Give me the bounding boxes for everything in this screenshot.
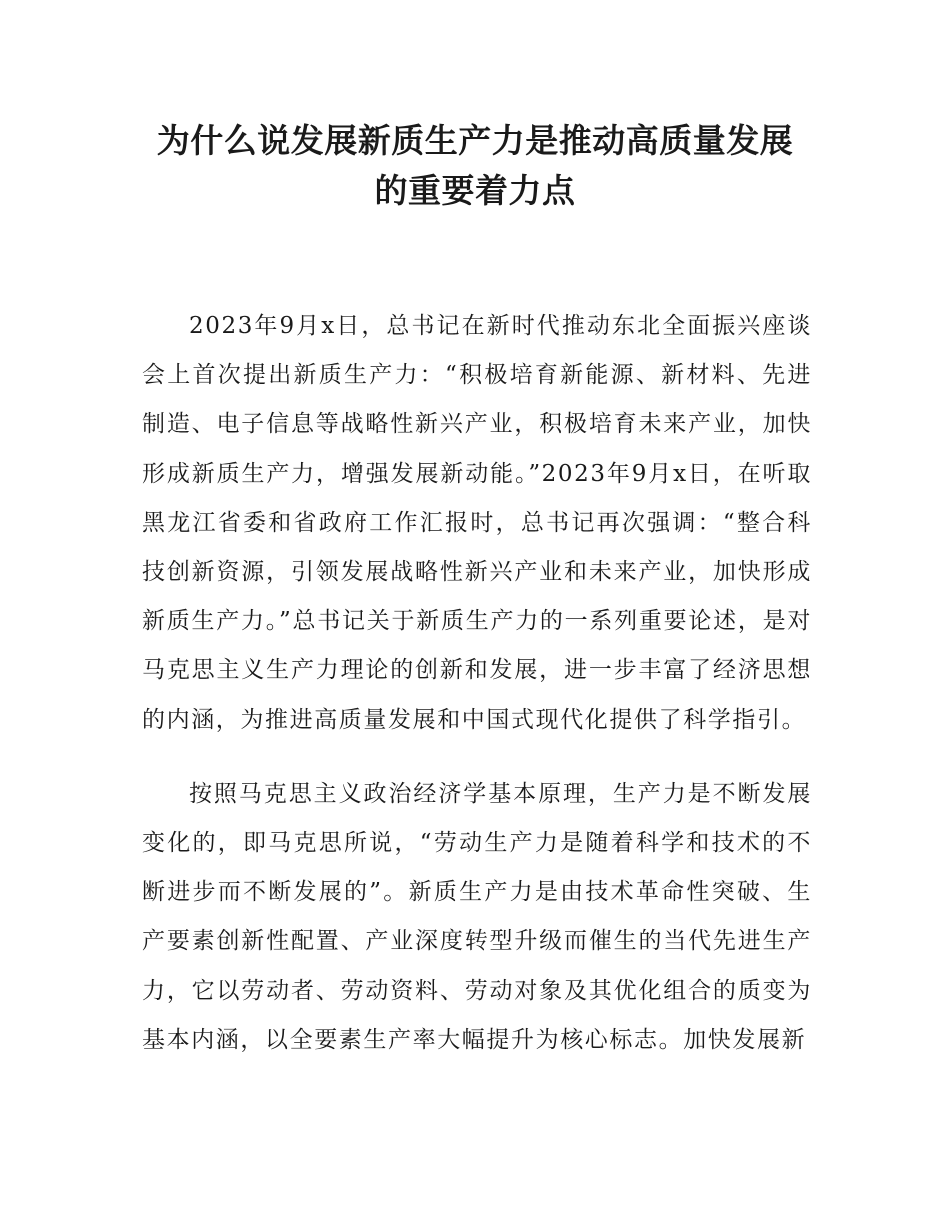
paragraph-2: 按照马克思主义政治经济学基本原理，生产力是不断发展变化的，即马克思所说，“劳动生产力是随着科学和技术的不断进步而不断发展的”。新质生产力是由技术革命性突破、生产要素创新性配置、产业深度转型升级而催生的当代先进生产力，它以劳动者、劳动资料、劳动对象及其优化组合的质变为基本内涵，以全要素生产率大幅提升为核心标志。加快发展新	[142, 780, 812, 1053]
title-line-1: 为什么说发展新质生产力是推动高质量发展	[156, 121, 794, 160]
document-title	[120, 116, 830, 216]
paragraph-1: 2023年9月x日，总书记在新时代推动东北全面振兴座谈会上首次提出新质生产力：“积极培育新能源、新材料、先进制造、电子信息等战略性新兴产业，积极培育未来产业，加快形成新质生产力，增强发展新动能。”2023年9月x日，在听取黑龙江省委和省政府工作汇报时，总书记再次强调：“整合科技创新资源，引领发展战略性新兴产业和未来产业，加快形成新质生产力。”总书记关于新质生产力的一系列重要论述，是对马克思主义生产力理论的创新和发展，进一步丰富了经济思想的内涵，为推进高质量发展和中国式现代化提供了科学指引。	[142, 313, 812, 733]
document-body	[142, 302, 812, 1090]
title-line-2: 的重要着力点	[374, 171, 576, 210]
